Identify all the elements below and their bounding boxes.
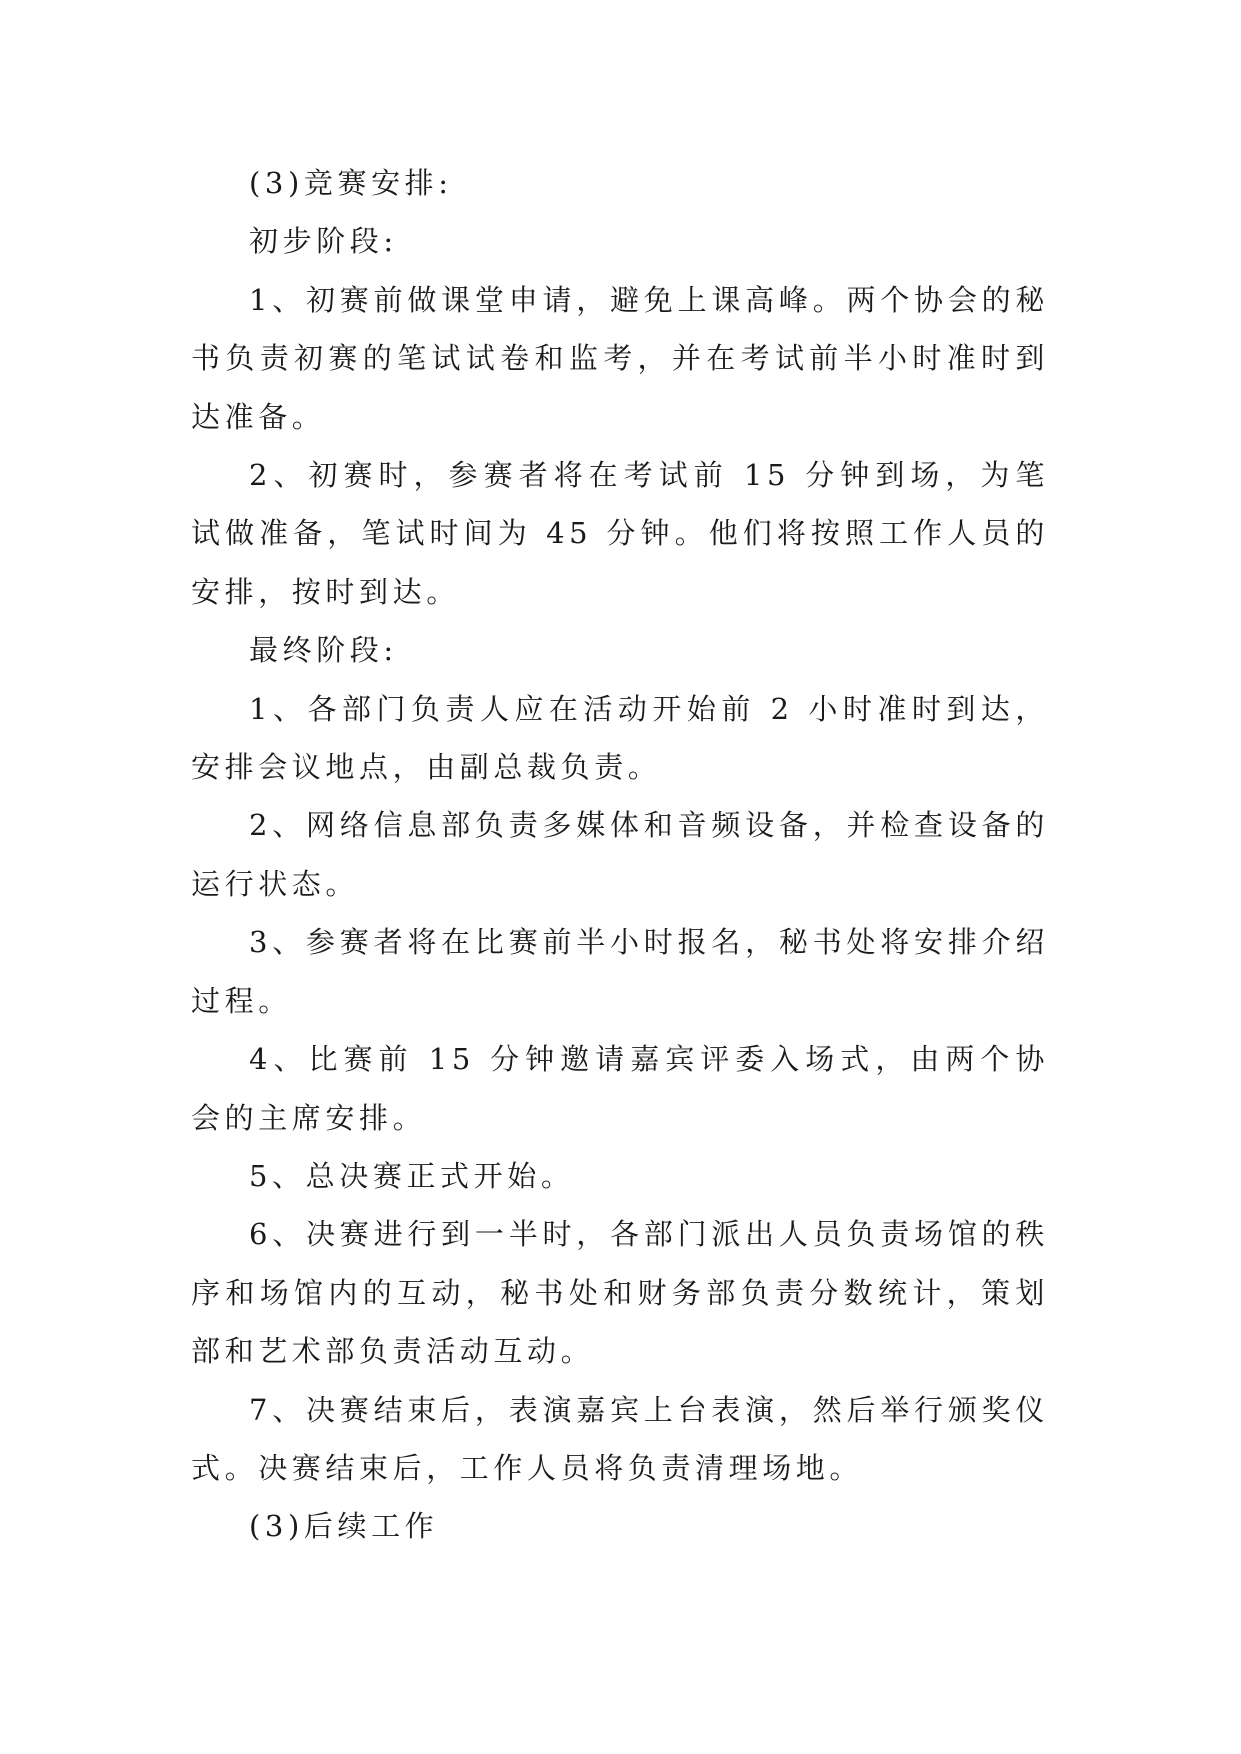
paragraph-final-3: 3、参赛者将在比赛前半小时报名，秘书处将安排介绍过程。	[191, 925, 1049, 1018]
paragraph-final-4: 4、比赛前 15 分钟邀请嘉宾评委入场式，由两个协会的主席安排。	[191, 1042, 1049, 1135]
paragraph-final-6: 6、决赛进行到一半时，各部门派出人员负责场馆的秩序和场馆内的互动，秘书处和财务部负责分数统计，策划部和艺术部负责活动互动。	[191, 1217, 1049, 1369]
paragraph-preliminary-2: 2、初赛时，参赛者将在考试前 15 分钟到场，为笔试做准备，笔试时间为 45 分钟。他们将按照工作人员的安排，按时到达。	[191, 458, 1049, 609]
paragraph-final-1: 1、各部门负责人应在活动开始前 2 小时准时到达，安排会议地点，由副总裁负责。	[191, 691, 1049, 785]
paragraph-preliminary-1: 1、初赛前做课堂申请，避免上课高峰。两个协会的秘书负责初赛的笔试试卷和监考，并在考试前半小时准时到达准备。	[191, 282, 1049, 434]
paragraph-final-2: 2、网络信息部负责多媒体和音频设备，并检查设备的运行状态。	[191, 808, 1049, 901]
paragraph-final-5: 5、总决赛正式开始。	[249, 1158, 575, 1193]
section-heading-follow-up-work: (3)后续工作	[249, 1509, 439, 1544]
subheading-preliminary-stage: 初步阶段:	[249, 224, 398, 259]
subheading-final-stage: 最终阶段:	[249, 633, 398, 668]
paragraph-final-7: 7、决赛结束后，表演嘉宾上台表演，然后举行颁奖仪式。决赛结束后，工作人员将负责清理场地。	[191, 1392, 1049, 1485]
document-body	[191, 154, 1049, 1556]
section-heading-competition-arrangement: (3)竞赛安排:	[249, 166, 453, 200]
